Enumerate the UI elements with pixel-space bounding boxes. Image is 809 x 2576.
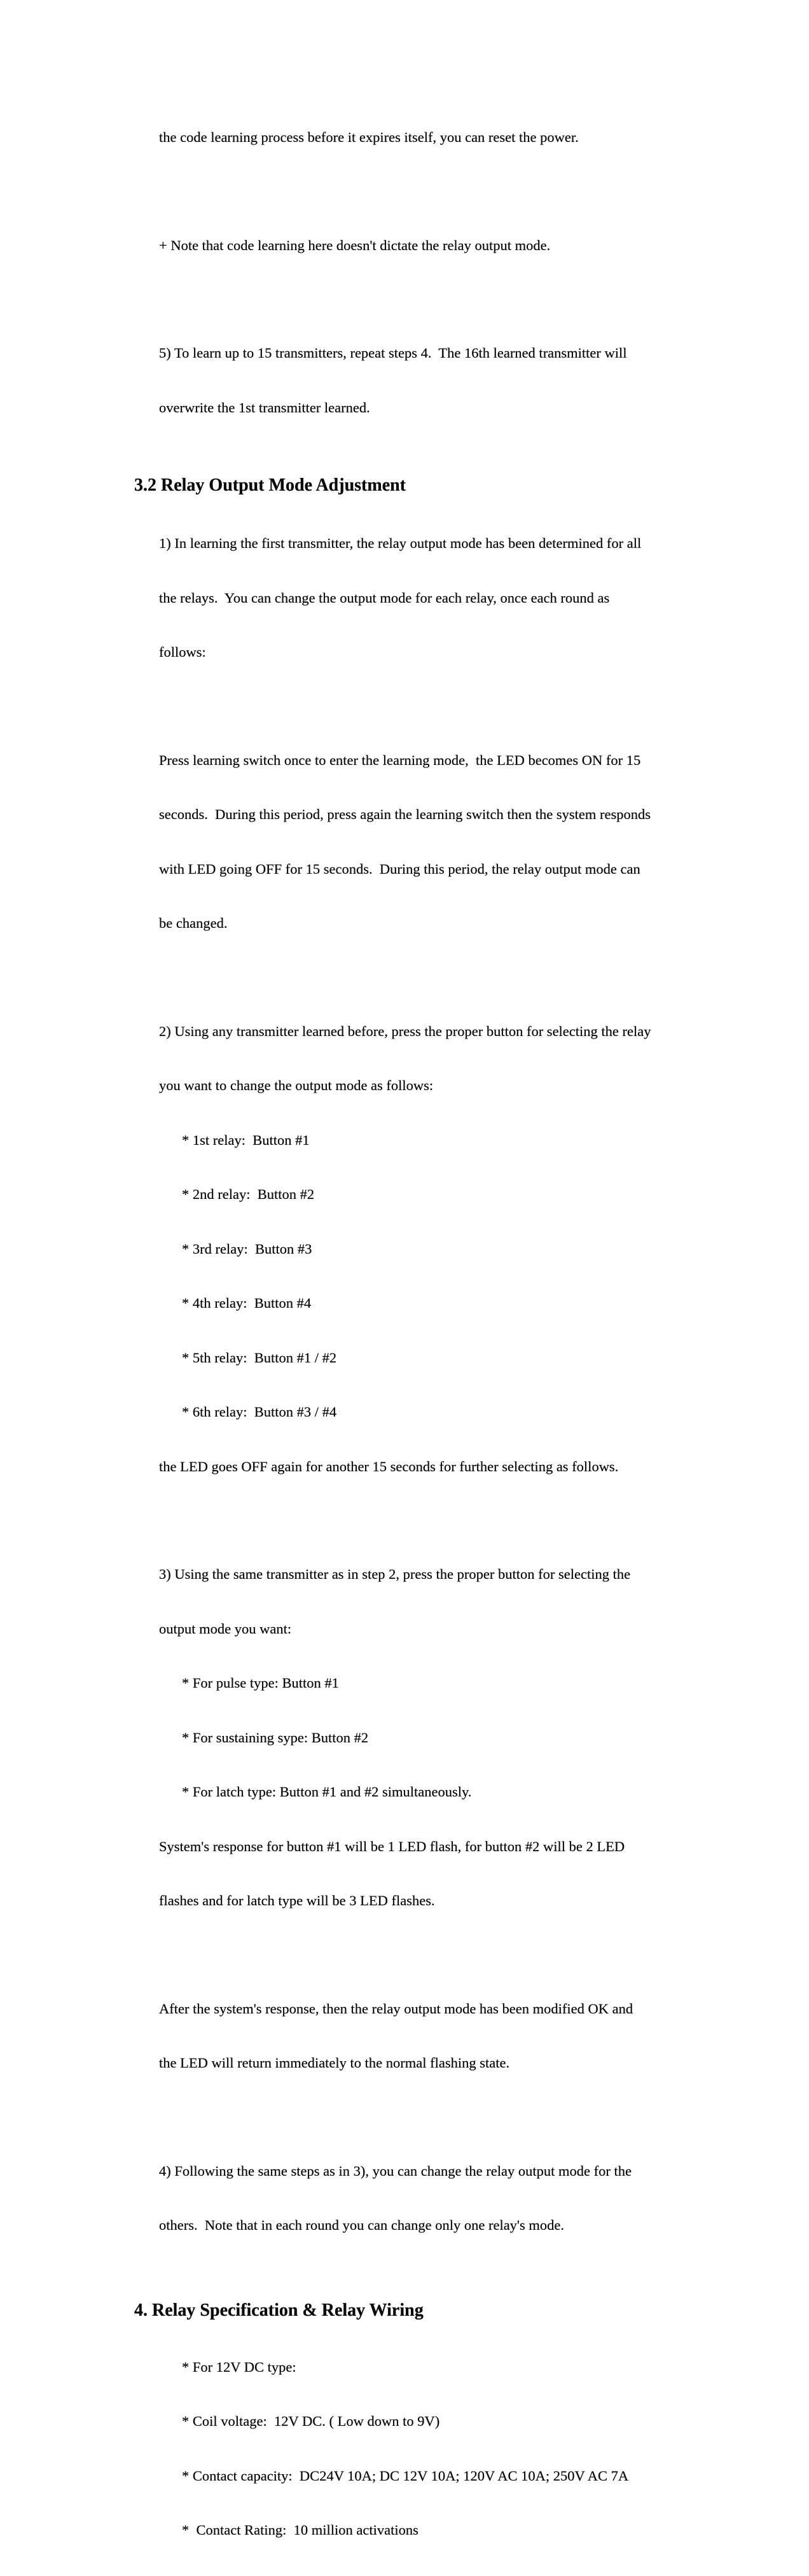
para-reset-power — [159, 92, 809, 183]
text-line: + Note that code learning here doesn't dictate the relay output mode. — [159, 237, 551, 253]
list-item-relay-2: * 2nd relay: Button #2 — [182, 1186, 315, 1202]
text-line: flashes and for latch type will be 3 LED flashes. — [159, 1893, 435, 1908]
list-item-relay-6: * 6th relay: Button #3 / #4 — [182, 1404, 337, 1420]
list-item-sustaining-type: * For sustaining sype: Button #2 — [182, 1729, 369, 1746]
section-3-2-heading: 3.2 Relay Output Mode Adjustment — [134, 475, 406, 495]
step3-output-mode-block — [0, 1529, 809, 1947]
list-item-coil-voltage: * Coil voltage: 12V DC. ( Low down to 9V) — [182, 2413, 440, 2429]
text-line: 2) Using any transmitter learned before, press the proper button for selecting the relay — [159, 1023, 651, 1039]
para-code-learning-note — [159, 200, 809, 291]
list-item-relay-5: * 5th relay: Button #1 / #2 — [182, 1349, 337, 1366]
para-step5-learn-transmitters — [159, 308, 809, 453]
section-4-heading: 4. Relay Specification & Relay Wiring — [134, 2300, 424, 2320]
list-item-12v-dc-type: * For 12V DC type: — [182, 2358, 296, 2375]
text-line: be changed. — [159, 915, 228, 931]
text-line: the relays. You can change the output mode for each relay, once each round as — [159, 589, 610, 606]
para-step4-change-others — [159, 2126, 809, 2271]
text-line: with LED going OFF for 15 seconds. During this period, the relay output mode can — [159, 860, 640, 877]
text-line: System's response for button #1 will be 1 LED flash, for button #2 will be 2 LED — [159, 1838, 625, 1854]
step2-relay-selection-block — [0, 986, 809, 1513]
para-step1-relay-mode — [159, 498, 809, 698]
text-line: After the system's response, then the relay output mode has been modified OK and — [159, 2000, 633, 2017]
text-line: 4) Following the same steps as in 3), you can change the relay output mode for the — [159, 2162, 632, 2179]
list-item-relay-3: * 3rd relay: Button #3 — [182, 1240, 312, 1257]
text-line: Press learning switch once to enter the learning mode, the LED becomes ON for 15 — [159, 752, 641, 768]
text-line: 5) To learn up to 15 transmitters, repeat steps 4. The 16th learned transmitter will — [159, 345, 627, 361]
text-line: the LED goes OFF again for another 15 seconds for further selecting as follows. — [159, 1458, 619, 1474]
list-item-latch-type: * For latch type: Button #1 and #2 simultaneously. — [182, 1784, 472, 1800]
list-item-contact-rating: * Contact Rating: 10 million activations — [182, 2522, 418, 2538]
list-item-relay-4: * 4th relay: Button #4 — [182, 1295, 312, 1311]
text-line: you want to change the output mode as follows: — [159, 1077, 434, 1093]
relay-specification-list — [0, 2322, 809, 2576]
text-line: the LED will return immediately to the normal flashing state. — [159, 2055, 510, 2071]
text-line: 1) In learning the first transmitter, the relay output mode has been determined for all — [159, 535, 642, 551]
text-line: output mode you want: — [159, 1620, 292, 1637]
text-line: overwrite the 1st transmitter learned. — [159, 399, 370, 416]
list-item-contact-capacity: * Contact capacity: DC24V 10A; DC 12V 10A; 120V AC 10A; 250V AC 7A — [182, 2467, 629, 2484]
text-line: seconds. During this period, press again the learning switch then the system responds — [159, 806, 651, 822]
list-item-pulse-type: * For pulse type: Button #1 — [182, 1675, 339, 1691]
text-line: follows: — [159, 644, 206, 660]
para-after-system-response — [159, 1964, 809, 2109]
text-line: 3) Using the same transmitter as in step 2, press the proper button for selecting the — [159, 1566, 631, 1582]
list-item-relay-1: * 1st relay: Button #1 — [182, 1131, 310, 1148]
para-press-learning-switch — [159, 715, 809, 969]
text-line: the code learning process before it expires itself, you can reset the power. — [159, 129, 579, 145]
text-line: others. Note that in each round you can change only one relay's mode. — [159, 2217, 564, 2233]
